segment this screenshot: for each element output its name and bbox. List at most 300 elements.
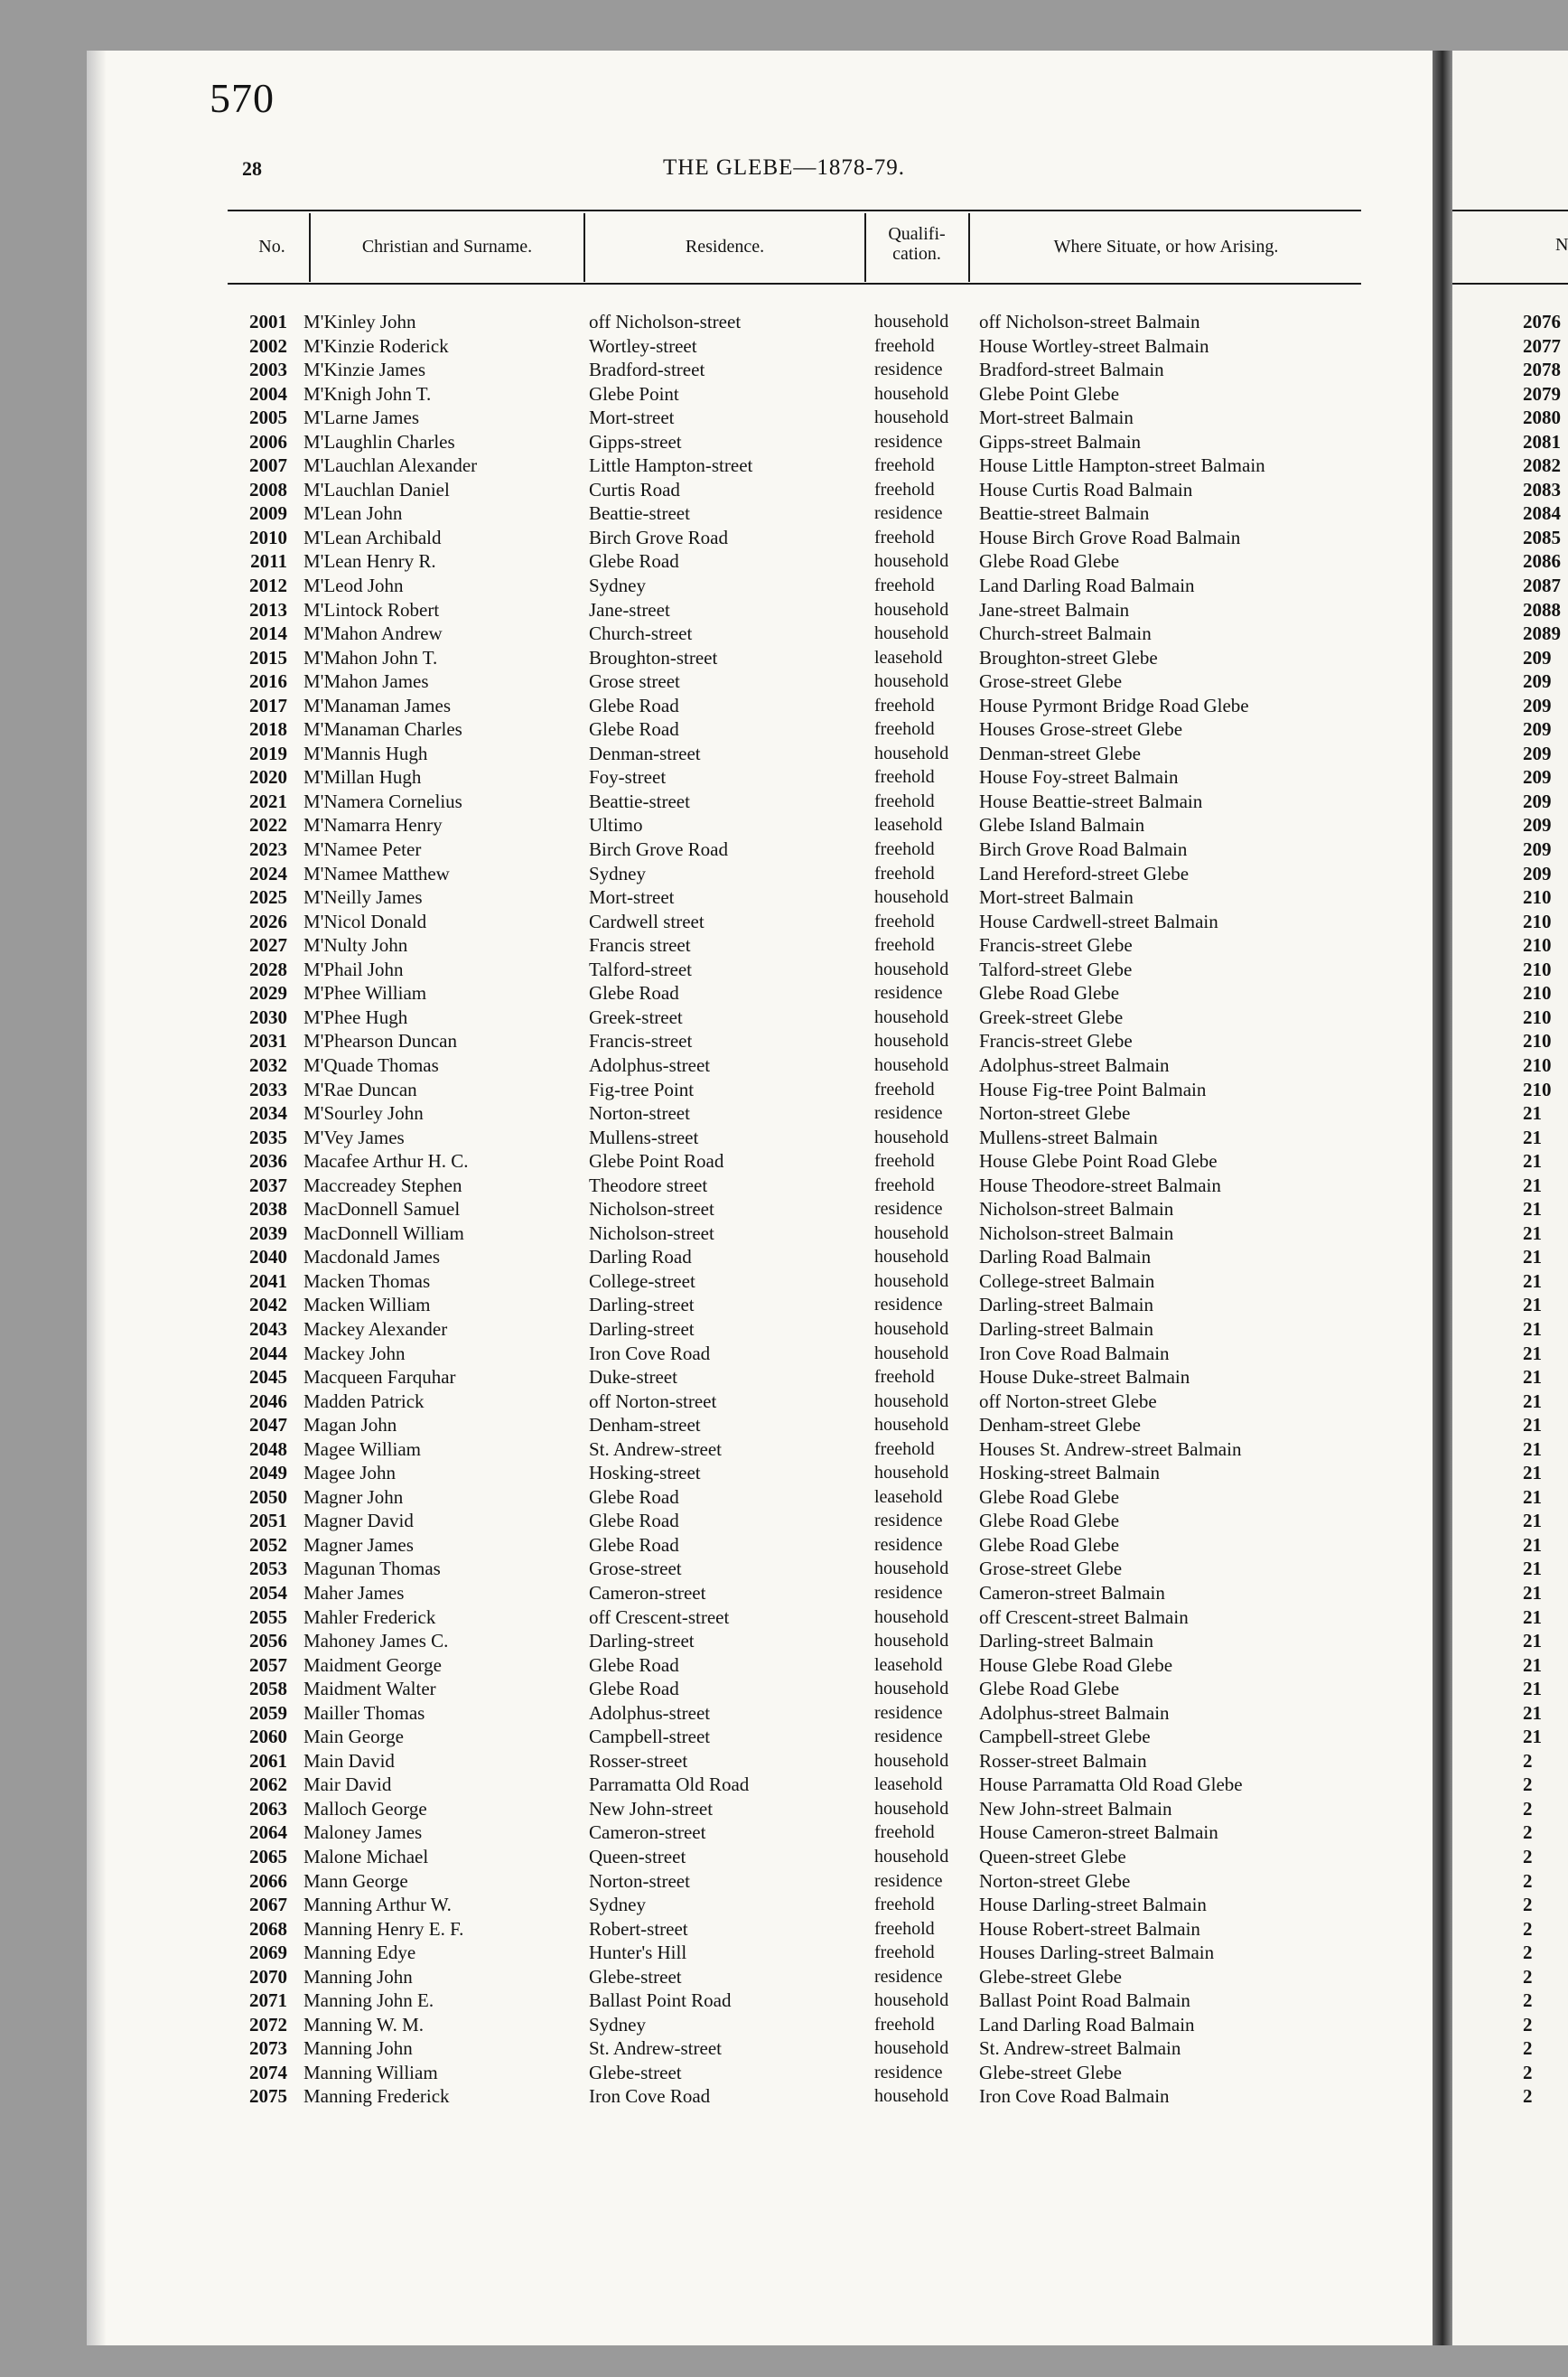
entry-number: 2041	[249, 1269, 287, 1292]
table-row	[228, 334, 1361, 359]
entry-number: 2007	[249, 454, 287, 477]
residence: Hosking-street	[589, 1462, 701, 1484]
where-situate: House Theodore-street Balmain	[979, 1174, 1221, 1196]
facing-entry-number: 209	[1523, 742, 1552, 764]
where-situate: Nicholson-street Balmain	[979, 1221, 1174, 1244]
page-number: 28	[242, 157, 262, 180]
table-row	[228, 1174, 1361, 1198]
residence: Norton-street	[589, 1102, 690, 1125]
facing-header-rule-bottom	[1452, 283, 1568, 285]
entry-number: 2025	[249, 886, 287, 909]
entry-number: 2071	[249, 1989, 287, 2012]
facing-entry-number: 21	[1523, 1630, 1542, 1652]
elector-name: Macafee Arthur H. C.	[303, 1150, 469, 1173]
table-row	[228, 1677, 1361, 1701]
where-situate: Mort-street Balmain	[979, 407, 1134, 429]
table-row	[228, 406, 1361, 430]
column-header-residence: Residence.	[685, 237, 765, 257]
where-situate: House Curtis Road Balmain	[979, 478, 1193, 501]
entry-number: 2062	[249, 1773, 287, 1796]
residence: Grose-street	[589, 1558, 682, 1580]
where-situate: Ballast Point Road Balmain	[979, 1989, 1190, 2012]
residence: Adolphus-street	[589, 1053, 711, 1076]
elector-name: M'Lean Archibald	[303, 526, 442, 548]
table-row	[228, 1485, 1361, 1510]
residence: off Nicholson-street	[589, 311, 742, 332]
elector-name: Manning Frederick	[303, 2085, 450, 2108]
qualification: household	[874, 1750, 949, 1771]
residence: Glebe Road	[589, 1510, 679, 1532]
residence: Glebe Road	[589, 1678, 679, 1700]
where-situate: Gipps-street Balmain	[979, 430, 1142, 453]
residence: Mort-street	[589, 407, 675, 429]
qualification: household	[874, 1679, 949, 1699]
table-row	[228, 1149, 1361, 1174]
elector-name: Main David	[303, 1749, 395, 1772]
facing-entry-number: 209	[1523, 718, 1552, 741]
table-row	[228, 1101, 1361, 1126]
residence: Birch Grove Road	[589, 838, 728, 861]
where-situate: Glebe Island Balmain	[979, 814, 1145, 837]
qualification: freehold	[874, 1438, 935, 1459]
residence: Francis-street	[589, 1030, 693, 1053]
elector-name: M'Neilly James	[303, 886, 423, 909]
elector-name: M'Leod John	[303, 575, 404, 597]
qualification: household	[874, 1606, 949, 1627]
where-situate: House Fig-tree Point Balmain	[979, 1078, 1207, 1100]
where-situate: Nicholson-street Balmain	[979, 1198, 1174, 1221]
elector-name: M'Laughlin Charles	[303, 430, 455, 453]
residence: Glebe Road	[589, 982, 679, 1005]
qualification: residence	[874, 1199, 943, 1220]
qualification: household	[874, 1463, 949, 1483]
entry-number: 2021	[249, 790, 287, 812]
facing-entry-number: 210	[1523, 910, 1552, 932]
where-situate: Glebe Road Glebe	[979, 550, 1120, 573]
qualification: household	[874, 743, 949, 763]
qualification: freehold	[874, 1918, 935, 1939]
where-situate: Darling-street Balmain	[979, 1317, 1154, 1340]
entry-number: 2020	[249, 766, 287, 789]
residence: Rosser-street	[589, 1749, 688, 1772]
elector-name: Maher James	[303, 1581, 405, 1604]
entry-number: 2049	[249, 1462, 287, 1484]
table-row	[228, 1653, 1361, 1678]
table-row	[228, 1605, 1361, 1630]
entry-number: 2029	[249, 982, 287, 1005]
elector-name: M'Nicol Donald	[303, 910, 427, 932]
facing-entry-number: 21	[1523, 1510, 1542, 1532]
entry-number: 2061	[249, 1749, 287, 1772]
elector-name: Manning William	[303, 2061, 438, 2083]
table-row	[228, 813, 1361, 838]
where-situate: House Robert-street Balmain	[979, 1917, 1200, 1940]
table-row	[228, 598, 1361, 622]
residence: Beattie-street	[589, 790, 690, 812]
entry-number: 2014	[249, 622, 287, 645]
qualification: freehold	[874, 1942, 935, 1963]
residence: Glebe-street	[589, 1965, 682, 1988]
qualification: household	[874, 623, 949, 644]
qualification: household	[874, 1127, 949, 1147]
table-row	[228, 1989, 1361, 2013]
where-situate: Glebe-street Glebe	[979, 2061, 1123, 2083]
column-divider	[864, 213, 866, 282]
elector-name: M'Namarra Henry	[303, 814, 443, 837]
table-row	[228, 1725, 1361, 1749]
qualification: residence	[874, 360, 943, 380]
qualification: freehold	[874, 455, 935, 476]
elector-name: MacDonnell Samuel	[303, 1198, 461, 1221]
facing-entry-number: 2	[1523, 1846, 1533, 1867]
where-situate: New John-street Balmain	[979, 1797, 1172, 1820]
table-row	[228, 1461, 1361, 1485]
elector-name: Magee William	[303, 1437, 421, 1460]
entry-number: 2066	[249, 1869, 287, 1892]
facing-entry-number: 21	[1523, 1701, 1542, 1724]
qualification: freehold	[874, 1079, 935, 1100]
where-situate: Grose-street Glebe	[979, 1558, 1123, 1580]
residence: Talford-street	[589, 958, 692, 980]
table-row	[228, 478, 1361, 502]
table-row	[228, 1029, 1361, 1053]
qualification: household	[874, 407, 949, 428]
table-row	[228, 1006, 1361, 1030]
elector-name: Manning W. M.	[303, 2013, 425, 2035]
where-situate: House Little Hampton-street Balmain	[979, 454, 1265, 477]
entry-number: 2043	[249, 1317, 287, 1340]
elector-name: Manning Edye	[303, 1942, 416, 1964]
facing-entry-number: 210	[1523, 886, 1552, 909]
facing-header-rule-top	[1452, 210, 1568, 211]
entry-number: 2060	[249, 1726, 287, 1748]
elector-name: Madden Patrick	[303, 1390, 425, 1412]
entry-number: 2019	[249, 742, 287, 764]
where-situate: Church-street Balmain	[979, 622, 1152, 645]
residence: Robert-street	[589, 1917, 688, 1940]
elector-name: M'Lean Henry R.	[303, 550, 436, 573]
where-situate: off Nicholson-street Balmain	[979, 311, 1200, 332]
entry-number: 2027	[249, 934, 287, 957]
where-situate: Adolphus-street Balmain	[979, 1053, 1170, 1076]
facing-entry-number: 209	[1523, 814, 1552, 837]
facing-entry-number: 21	[1523, 1437, 1542, 1460]
elector-name: M'Lauchlan Daniel	[303, 478, 450, 501]
where-situate: Darling-street Balmain	[979, 1294, 1154, 1316]
table-row	[228, 1869, 1361, 1894]
entry-number: 2069	[249, 1942, 287, 1964]
table-row	[228, 1317, 1361, 1342]
where-situate: House Beattie-street Balmain	[979, 790, 1203, 812]
elector-name: Manning John E.	[303, 1989, 434, 2012]
entry-number: 2012	[249, 575, 287, 597]
table-row	[228, 933, 1361, 958]
residence: Bradford-street	[589, 359, 705, 381]
qualification: household	[874, 1631, 949, 1652]
elector-name: M'Mahon John T.	[303, 646, 438, 669]
table-row	[228, 1749, 1361, 1773]
facing-entry-number: 21	[1523, 1485, 1542, 1508]
entry-number: 2073	[249, 2037, 287, 2060]
elector-name: Manning Arthur W.	[303, 1894, 452, 1916]
table-row	[228, 2084, 1361, 2109]
elector-name: Macken William	[303, 1294, 431, 1316]
residence: Parramatta Old Road	[589, 1773, 750, 1796]
where-situate: Talford-street Glebe	[979, 958, 1133, 980]
entry-number: 2065	[249, 1846, 287, 1867]
facing-entry-number: 2	[1523, 1965, 1533, 1988]
where-situate: Land Darling Road Balmain	[979, 2013, 1195, 2035]
table-row	[228, 1221, 1361, 1246]
facing-entry-number: 210	[1523, 1030, 1552, 1053]
table-row	[228, 1413, 1361, 1437]
qualification: freehold	[874, 335, 935, 356]
qualification: freehold	[874, 719, 935, 740]
elector-name: M'Phearson Duncan	[303, 1030, 457, 1053]
residence: Grose street	[589, 670, 680, 693]
where-situate: Francis-street Glebe	[979, 934, 1133, 957]
elector-name: M'Mahon Andrew	[303, 622, 443, 645]
where-situate: Broughton-street Glebe	[979, 646, 1158, 669]
entry-number: 2023	[249, 838, 287, 861]
table-row	[228, 1941, 1361, 1965]
elector-name: Macken Thomas	[303, 1269, 431, 1292]
qualification: household	[874, 1343, 949, 1363]
facing-entry-number: 2082	[1523, 454, 1561, 477]
residence: Sydney	[589, 575, 646, 597]
residence: Darling-street	[589, 1630, 695, 1652]
elector-name: M'Namee Peter	[303, 838, 422, 861]
facing-entry-number: 21	[1523, 1102, 1542, 1125]
elector-name: M'Millan Hugh	[303, 766, 422, 789]
qualification: household	[874, 1247, 949, 1268]
where-situate: Queen-street Glebe	[979, 1846, 1126, 1867]
header-rule-top	[228, 210, 1361, 211]
entry-number: 2040	[249, 1246, 287, 1268]
qualification: household	[874, 1006, 949, 1027]
elector-name: M'Lean John	[303, 502, 403, 525]
entry-number: 2015	[249, 646, 287, 669]
header-rule-bottom	[228, 283, 1361, 285]
facing-entry-number: 209	[1523, 790, 1552, 812]
elector-name: M'Namee Matthew	[303, 862, 450, 884]
where-situate: Birch Grove Road Balmain	[979, 838, 1188, 861]
elector-name: M'Phee William	[303, 982, 427, 1005]
residence: Campbell-street	[589, 1726, 711, 1748]
table-row	[228, 1581, 1361, 1605]
where-situate: House Cameron-street Balmain	[979, 1821, 1218, 1844]
facing-entry-number: 21	[1523, 1653, 1542, 1676]
book-gutter	[1433, 51, 1452, 2345]
qualification: household	[874, 551, 949, 572]
facing-entry-number: 2089	[1523, 622, 1561, 645]
qualification: residence	[874, 1295, 943, 1315]
qualification: residence	[874, 1511, 943, 1531]
residence: Hunter's Hill	[589, 1942, 687, 1964]
table-row	[228, 742, 1361, 766]
residence: Iron Cove Road	[589, 1342, 711, 1364]
facing-entry-number: 209	[1523, 838, 1552, 861]
table-row	[228, 1126, 1361, 1150]
residence: Nicholson-street	[589, 1221, 714, 1244]
entry-number: 2059	[249, 1701, 287, 1724]
entry-number: 2053	[249, 1558, 287, 1580]
elector-name: Magunan Thomas	[303, 1558, 441, 1580]
running-title: THE GLEBE—1878-79.	[663, 155, 905, 180]
where-situate: Denman-street Glebe	[979, 742, 1142, 764]
facing-entry-number: 2	[1523, 1773, 1533, 1796]
where-situate: Mullens-street Balmain	[979, 1126, 1158, 1148]
facing-entry-number: 21	[1523, 1726, 1542, 1748]
column-divider	[583, 213, 585, 282]
facing-entry-number: 2	[1523, 1821, 1533, 1844]
table-row	[228, 838, 1361, 862]
where-situate: Glebe Road Glebe	[979, 1485, 1120, 1508]
table-row	[228, 1053, 1361, 1078]
entry-number: 2038	[249, 1198, 287, 1221]
qualification: household	[874, 1318, 949, 1339]
facing-entry-number: 21	[1523, 1221, 1542, 1244]
where-situate: Glebe Road Glebe	[979, 1533, 1120, 1556]
facing-entry-number: 21	[1523, 1414, 1542, 1436]
residence: College-street	[589, 1269, 695, 1292]
elector-name: M'Kinzie Roderick	[303, 334, 449, 357]
where-situate: Bradford-street Balmain	[979, 359, 1164, 381]
qualification: residence	[874, 1103, 943, 1124]
residence: Sydney	[589, 2013, 646, 2035]
qualification: freehold	[874, 1367, 935, 1388]
where-situate: Glebe Road Glebe	[979, 1678, 1120, 1700]
elector-name: M'Nulty John	[303, 934, 408, 957]
where-situate: House Glebe Point Road Glebe	[979, 1150, 1218, 1173]
table-row	[228, 310, 1361, 334]
facing-entry-number: 210	[1523, 1078, 1552, 1100]
qualification: residence	[874, 983, 943, 1004]
table-row	[228, 2013, 1361, 2037]
qualification: household	[874, 1558, 949, 1579]
entry-number: 2018	[249, 718, 287, 741]
table-row	[228, 2036, 1361, 2061]
entry-number: 2055	[249, 1605, 287, 1628]
residence: Glebe Road	[589, 1485, 679, 1508]
qualification: leasehold	[874, 1486, 943, 1507]
elector-name: Maloney James	[303, 1821, 423, 1844]
table-row	[228, 2061, 1361, 2085]
elector-name: Manning John	[303, 2037, 413, 2060]
entry-number: 2008	[249, 478, 287, 501]
residence: Little Hampton-street	[589, 454, 753, 477]
where-situate: Norton-street Glebe	[979, 1102, 1131, 1125]
entry-number: 2048	[249, 1437, 287, 1460]
table-row	[228, 958, 1361, 982]
residence: Broughton-street	[589, 646, 718, 669]
entry-number: 2037	[249, 1174, 287, 1196]
entry-number: 2005	[249, 407, 287, 429]
facing-entry-number: 209	[1523, 646, 1552, 669]
facing-entry-number: 210	[1523, 958, 1552, 980]
entry-number: 2034	[249, 1102, 287, 1125]
table-row	[228, 669, 1361, 694]
table-row	[228, 1390, 1361, 1414]
entry-number: 2046	[249, 1390, 287, 1412]
residence: Glebe Road	[589, 1653, 679, 1676]
entry-number: 2075	[249, 2085, 287, 2108]
qualification: freehold	[874, 791, 935, 811]
entry-number: 2068	[249, 1917, 287, 1940]
entry-number: 2047	[249, 1414, 287, 1436]
elector-name: Magner James	[303, 1533, 414, 1556]
qualification: freehold	[874, 576, 935, 596]
entry-number: 2002	[249, 334, 287, 357]
residence: Sydney	[589, 862, 646, 884]
where-situate: Beattie-street Balmain	[979, 502, 1150, 525]
qualification: freehold	[874, 1895, 935, 1915]
facing-page-numbers	[1523, 310, 1561, 2109]
where-situate: Rosser-street Balmain	[979, 1749, 1147, 1772]
facing-entry-number: 210	[1523, 1006, 1552, 1028]
table-row	[228, 1629, 1361, 1653]
facing-entry-number: 2077	[1523, 334, 1561, 357]
column-header-name: Christian and Surname.	[361, 237, 533, 257]
table-row	[228, 574, 1361, 598]
entry-number: 2052	[249, 1533, 287, 1556]
entry-number: 2026	[249, 910, 287, 932]
where-situate: Glebe Road Glebe	[979, 982, 1120, 1005]
table-row	[228, 1845, 1361, 1869]
table-row	[228, 1893, 1361, 1917]
facing-entry-number: 21	[1523, 1533, 1542, 1556]
qualification: freehold	[874, 695, 935, 716]
residence: Cameron-street	[589, 1821, 706, 1844]
entry-number: 2042	[249, 1294, 287, 1316]
entry-number: 2009	[249, 502, 287, 525]
where-situate: Hosking-street Balmain	[979, 1462, 1161, 1484]
qualification: freehold	[874, 1822, 935, 1843]
facing-entry-number: 21	[1523, 1269, 1542, 1292]
facing-entry-number: 21	[1523, 1462, 1542, 1484]
facing-entry-number: 2080	[1523, 407, 1561, 429]
where-situate: Francis-street Glebe	[979, 1030, 1133, 1053]
facing-entry-number: 2076	[1523, 311, 1561, 332]
table-row	[228, 1701, 1361, 1726]
facing-entry-number: 21	[1523, 1678, 1542, 1700]
column-header-qualification: Qualifi- cation.	[888, 224, 946, 264]
facing-entry-number: 209	[1523, 766, 1552, 789]
qualification: freehold	[874, 911, 935, 931]
where-situate: Darling Road Balmain	[979, 1246, 1152, 1268]
residence: Birch Grove Road	[589, 526, 728, 548]
residence: Queen-street	[589, 1846, 686, 1867]
elector-name: M'Vey James	[303, 1126, 405, 1148]
facing-entry-number: 2	[1523, 2013, 1533, 2035]
residence: Duke-street	[589, 1366, 677, 1389]
facing-entry-number: 21	[1523, 1317, 1542, 1340]
residence: Gipps-street	[589, 430, 682, 453]
qualification: freehold	[874, 527, 935, 547]
facing-entry-number: 210	[1523, 934, 1552, 957]
facing-entry-number: 2086	[1523, 550, 1561, 573]
entry-number: 2004	[249, 382, 287, 405]
table-row	[228, 862, 1361, 886]
facing-entry-number: 21	[1523, 1150, 1542, 1173]
residence: Wortley-street	[589, 334, 697, 357]
elector-name: Magner John	[303, 1485, 404, 1508]
entry-number: 2030	[249, 1006, 287, 1028]
elector-name: Maccreadey Stephen	[303, 1174, 462, 1196]
entry-number: 2067	[249, 1894, 287, 1916]
table-row	[228, 1917, 1361, 1942]
elector-name: MacDonnell William	[303, 1221, 464, 1244]
